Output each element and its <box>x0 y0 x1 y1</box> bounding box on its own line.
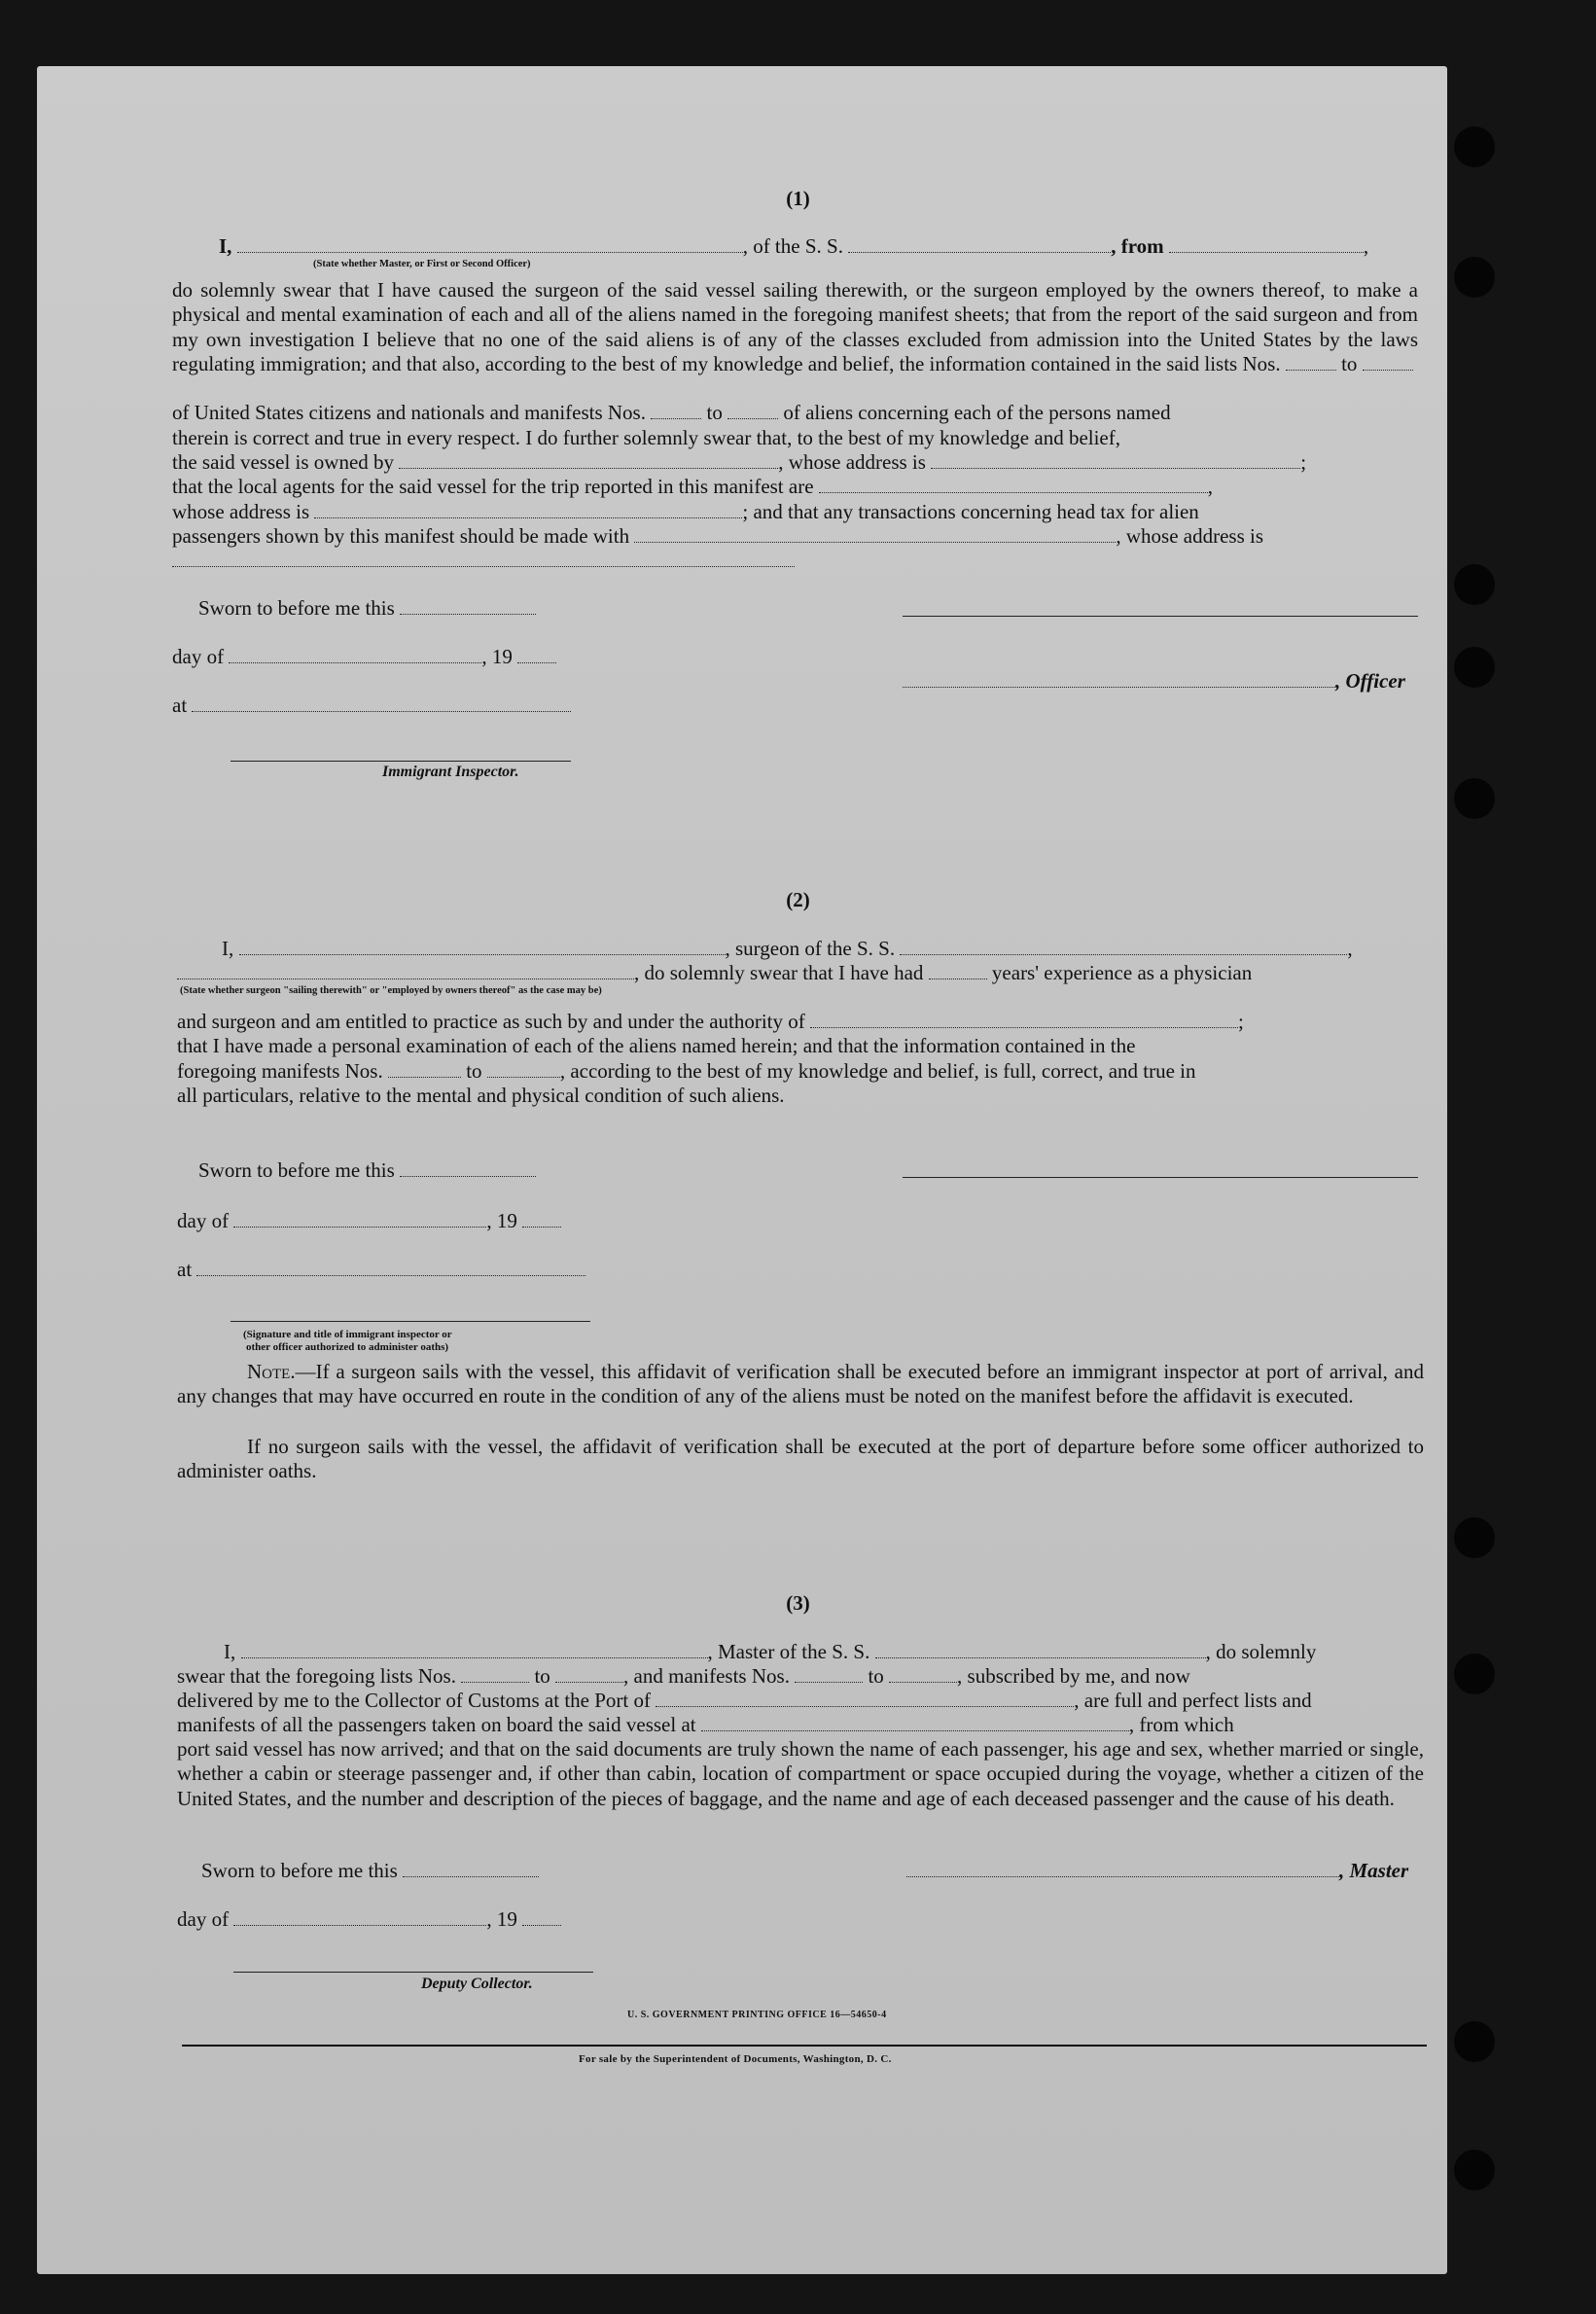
s2-sworn: Sworn to before me this <box>198 1158 536 1183</box>
s1-officer: , Officer <box>903 669 1405 694</box>
punch-hole <box>1454 257 1495 298</box>
s3-sworn: Sworn to before me this <box>201 1859 539 1883</box>
s1-place-field[interactable] <box>192 695 571 712</box>
agents-address-field[interactable] <box>314 502 742 518</box>
departure-port-field[interactable] <box>1169 236 1364 253</box>
years-field[interactable] <box>929 963 987 979</box>
master-signature-field[interactable] <box>906 1861 1339 1877</box>
port-of-embarkation-field[interactable] <box>701 1715 1129 1731</box>
section-1-number: (1) <box>786 187 810 210</box>
s1-oath-paragraph: do solemnly swear that I have caused the surgeon of the said vessel sailing therewith, or the surgeon employed by the owners thereof, to make a physical and mental examination of each and all of the aliens named in the foregoing manifest sheets; that from the report of the said surgeon and from my own investigation I believe that no one of the said aliens is of any of the classes excluded from admission into the United States by the laws regulating immigration; and that also, according to the best of my knowledge and belief, the information contained in the said lists Nos. to <box>172 278 1418 376</box>
s3-year-field[interactable] <box>522 1909 561 1926</box>
s3-manifests-from-field[interactable] <box>795 1666 863 1683</box>
deputy-caption: Deputy Collector. <box>421 1976 533 1992</box>
inspector-caption: Immigrant Inspector. <box>382 764 519 780</box>
s1-line-address: whose address is ; and that any transactions concerning head tax for alien <box>172 500 1199 523</box>
lists-to-field[interactable] <box>1363 354 1413 371</box>
surgeon-name-field[interactable] <box>239 939 726 955</box>
s3-lists-from-field[interactable] <box>461 1666 529 1683</box>
s3-lists-to-field[interactable] <box>555 1666 623 1683</box>
s2-manifests-to-field[interactable] <box>487 1061 560 1078</box>
punch-hole <box>1454 564 1495 605</box>
s2-manifests-from-field[interactable] <box>388 1061 461 1078</box>
punch-hole <box>1454 647 1495 688</box>
section-3-number: (3) <box>786 1591 810 1615</box>
punch-hole <box>1454 2021 1495 2062</box>
s1-year-field[interactable] <box>517 647 556 663</box>
s2-line-foregoing: foregoing manifests Nos. to , according to the best of my knowledge and belief, is full, correct, and true in <box>177 1059 1196 1083</box>
footer-rule <box>182 2045 1427 2047</box>
s2-line-exam: that I have made a personal examination of each of the aliens named herein; and that the information contained in the <box>177 1034 1136 1057</box>
punch-hole <box>1454 126 1495 167</box>
owner-address-field[interactable] <box>931 452 1300 469</box>
s2-inspector-signature-line[interactable] <box>231 1321 590 1322</box>
surgeon-status-field[interactable] <box>177 963 634 979</box>
inspector-signature-line[interactable] <box>231 761 571 762</box>
s3-paragraph: port said vessel has now arrived; and that on the said documents are truly shown the name of each passenger, his age and sex, whether married or single, whether a cabin or steerage passenger and, if other than cabin, location of compartment or space occupied during the voyage, whether a citizen of the United States, and the number and description of the pieces of baggage, and the name and age of each deceased passenger and the cause of his death. <box>177 1737 1424 1810</box>
for-sale-notice: For sale by the Superintendent of Documents, Washington, D. C. <box>579 2053 892 2065</box>
s2-line-2: , do solemnly swear that I have had years' experience as a physician <box>177 961 1252 985</box>
bleed-through-text <box>204 80 1274 196</box>
s2-place-field[interactable] <box>196 1260 585 1276</box>
s2-signature-line[interactable] <box>903 1177 1418 1178</box>
authority-field[interactable] <box>810 1012 1238 1028</box>
s1-line-therein: therein is correct and true in every respect. I do further solemnly swear that, to the best of my knowledge and belief, <box>172 426 1120 449</box>
s3-line-2: swear that the foregoing lists Nos. to , and manifests Nos. to , subscribed by me, and now <box>177 1664 1190 1688</box>
s3-master-name-field[interactable] <box>241 1642 708 1658</box>
master-caption: (State whether Master, or First or Second Officer) <box>313 259 531 269</box>
section-2-number: (2) <box>786 888 810 911</box>
deputy-collector-signature-line[interactable] <box>233 1972 593 1973</box>
s2-line-1: I, , surgeon of the S. S. , <box>222 937 1353 960</box>
punch-hole <box>1454 778 1495 819</box>
s2-line-particulars: all particulars, relative to the mental and physical condition of such aliens. <box>177 1084 785 1107</box>
punch-hole <box>1454 2150 1495 2190</box>
s2-month-field[interactable] <box>233 1211 486 1228</box>
s1-at: at <box>172 694 571 718</box>
officer-signature-field[interactable] <box>903 671 1335 688</box>
owner-field[interactable] <box>399 452 778 469</box>
master-name-field[interactable] <box>237 236 743 253</box>
s1-line-agents: that the local agents for the said vessel for the trip reported in this manifest are , <box>172 475 1214 498</box>
note-paragraph-2: If no surgeon sails with the vessel, the affidavit of verification shall be executed at the port of departure before some officer authorized to administer oaths. <box>177 1435 1424 1483</box>
s2-day-of: day of , 19 <box>177 1209 561 1233</box>
s3-day-of: day of , 19 <box>177 1907 561 1932</box>
manifests-from-field[interactable] <box>651 403 701 419</box>
s1-line-passengers: passengers shown by this manifest should be made with , whose address is <box>172 524 1264 548</box>
s3-master-signature: , Master <box>906 1859 1408 1883</box>
head-tax-address-field[interactable] <box>172 566 795 567</box>
gpo-imprint: U. S. GOVERNMENT PRINTING OFFICE 16—54650-4 <box>627 2010 887 2020</box>
s2-sig-caption-1: (Signature and title of immigrant inspector or <box>243 1329 452 1340</box>
s1-sworn-date-field[interactable] <box>400 598 536 615</box>
s3-vessel-field[interactable] <box>875 1642 1206 1658</box>
s1-line-owned: the said vessel is owned by , whose address is ; <box>172 450 1307 474</box>
port-of-arrival-field[interactable] <box>656 1691 1074 1707</box>
head-tax-party-field[interactable] <box>634 526 1116 543</box>
s1-sworn: Sworn to before me this <box>198 596 536 621</box>
s2-at: at <box>177 1258 585 1282</box>
lists-from-field[interactable] <box>1286 354 1336 371</box>
s3-line-4: manifests of all the passengers taken on board the said vessel at , from which <box>177 1713 1234 1736</box>
s3-month-field[interactable] <box>233 1909 486 1926</box>
s2-line-entitled: and surgeon and am entitled to practice as such by and under the authority of ; <box>177 1010 1244 1033</box>
local-agents-field[interactable] <box>819 477 1208 493</box>
manifests-to-field[interactable] <box>727 403 778 419</box>
s3-manifests-to-field[interactable] <box>889 1666 957 1683</box>
s2-year-field[interactable] <box>522 1211 561 1228</box>
vessel-name-field[interactable] <box>848 236 1111 253</box>
surgeon-caption: (State whether surgeon "sailing therewith" or "employed by owners thereof" as the case may be) <box>180 985 602 996</box>
s3-line-1: I, , Master of the S. S. , do solemnly <box>224 1640 1317 1663</box>
s3-sworn-date-field[interactable] <box>403 1861 539 1877</box>
s1-day-of: day of , 19 <box>172 645 556 669</box>
s1-line-1: I, , of the S. S. , from , <box>219 234 1369 258</box>
s1-line-manifests: of United States citizens and nationals and manifests Nos. to of aliens concerning each of the persons named <box>172 401 1171 424</box>
s2-sig-caption-2: other officer authorized to administer oaths) <box>246 1341 449 1353</box>
punch-hole <box>1454 1517 1495 1558</box>
s2-vessel-field[interactable] <box>900 939 1347 955</box>
s3-line-3: delivered by me to the Collector of Customs at the Port of , are full and perfect lists and <box>177 1689 1312 1712</box>
s2-sworn-date-field[interactable] <box>400 1160 536 1177</box>
s1-month-field[interactable] <box>229 647 481 663</box>
punch-hole <box>1454 1654 1495 1694</box>
note-paragraph: Note.—If a surgeon sails with the vessel, this affidavit of verification shall be executed before an immigrant inspector at port of arrival, and any changes that may have occurred en route in the condition of any of the aliens must be noted on the manifest before the affidavit is executed. <box>177 1360 1424 1408</box>
s1-signature-line[interactable] <box>903 616 1418 617</box>
